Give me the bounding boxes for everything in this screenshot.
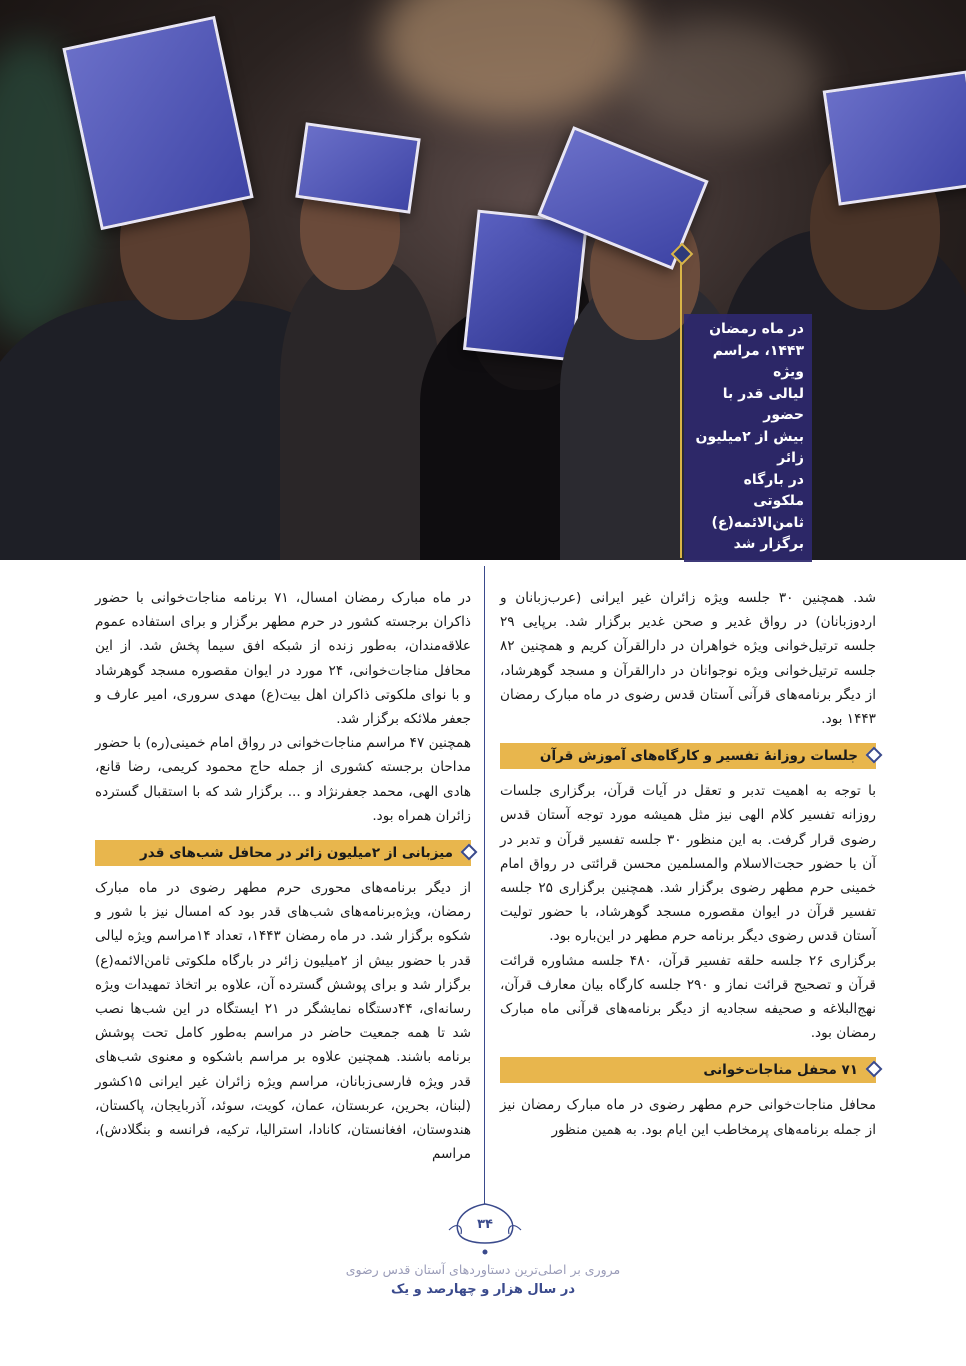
- diamond-icon: [866, 747, 883, 764]
- paragraph: با توجه به اهمیت تدبر و تعقل در آیات قرآن، برگزاری جلسات روزانه تفسیر کلام الهی نیز مثل همیشه مورد توجه آستان قدس رضوی قرار گرفت. به این منظور ۳۰ جلسه تفسیر قرآن و تدبر در آن با حضور حجت‌الاسلام والمسلمین محسن قرائتی در رواق امام خمینی حرم مطهر رضوی برگزار شد. همچنین برگزاری ۲۵ جلسه تفسیر قرآن در ایوان مقصوره مسجد گوهرشاد، با حضور تولیت آستان قدس رضوی دیگر برنامه حرم مطهر در این‌باره بود.: [500, 783, 877, 945]
- footer-subtitle: در سال هزار و چهارصد و یک: [390, 1282, 576, 1297]
- section-heading-text: میزبانی از ۲میلیون زائر در محافل شب‌های قدر: [140, 845, 453, 862]
- paragraph: شد. همچنین ۳۰ جلسه ویژه زائران غیر ایرانی (عرب‌زبانان و اردوزبانان) در رواق غدیر و صحن غدیر برگزار شد. برپایی ۲۹ جلسه ترتیل‌خوانی ویژه خواهران در دارالقرآن کریم و همچنین ۸۲ جلسه ترتیل‌خوانی ویژه نوجوانان در دارالقرآن و مسجد گوهرشاد، از دیگر برنامه‌های قرآنی آستان قدس رضوی در ماه مبارک رمضان ۱۴۴۳ بود.: [500, 590, 876, 728]
- page-number: ۳۴: [477, 1217, 493, 1232]
- left-column: [95, 586, 471, 1166]
- caption-line: بیش از ۲میلیون زائر: [695, 428, 804, 466]
- photo-caption: [684, 314, 812, 562]
- caption-line: ۱۴۴۳، مراسم ویژه: [712, 342, 804, 380]
- section-heading-text: جلسات روزانهٔ تفسیر و کارگاه‌های آموزش قرآن: [539, 748, 858, 765]
- section-heading: [95, 840, 471, 866]
- paragraph: در ماه مبارک رمضان امسال، ۷۱ برنامه مناجات‌خوانی با حضور ذاکران برجسته کشور در حرم مطهر برگزار و برای استفاده عموم علاقه‌مندان، به‌طور زنده از شبکه افق سیما پخش شد. از این محافل مناجات‌خوانی، ۲۴ مورد در ایوان مقصوره مسجد گوهرشاد و با نوای ملکوتی ذاکران اهل بیت(ع) مهدی سروری، امیر عارف و جعفر ملائکه برگزار شد.: [95, 590, 471, 728]
- caption-line: در ماه رمضان: [709, 321, 804, 337]
- footer-title: مروری بر اصلی‌ترین دستاوردهای آستان قدس رضوی: [345, 1262, 621, 1277]
- caption-line: برگزار شد: [733, 536, 804, 552]
- column-divider: [484, 566, 485, 1204]
- diamond-icon: [461, 844, 478, 861]
- caption-line: در بارگاه ملکوتی: [743, 471, 804, 509]
- diamond-icon: [866, 1061, 883, 1078]
- section-heading-text: ۷۱ محفل مناجات‌خوانی: [703, 1062, 858, 1079]
- paragraph: برگزاری ۲۶ جلسه حلقه تفسیر قرآن، ۴۸۰ جلسه مشاوره قرائت قرآن و تصحیح قرائت نماز و ۲۹۰ جلسه کارگاه بیان معارف قرآن، نهج‌البلاغه و صحیفه سجادیه از دیگر برنامه‌های قرآنی ماه مبارک رمضان بود.: [500, 952, 877, 1042]
- right-column: [500, 586, 876, 1142]
- paragraph: محافل مناجات‌خوانی حرم مطهر رضوی در ماه مبارک رمضان نیز از جمله برنامه‌های پرمخاطب این ایام بود. به همین منظور: [500, 1097, 876, 1138]
- paragraph: از دیگر برنامه‌های محوری حرم مطهر رضوی در ماه مبارک رمضان، ویژه‌برنامه‌های شب‌های قدر بود که امسال نیز با شور و شکوه برگزار شد. در ماه رمضان ۱۴۴۳، تعداد ۱۴مراسم ویژه لیالی قدر با حضور بیش از ۲میلیون زائر در بارگاه ملکوتی ثامن‌الائمه(ع) برگزار شد و برای پوشش گسترده آن، علاوه بر اتخاذ تمهیدات ویژه رسانه‌ای، ۴۴دستگاه نمایشگر در ۲۱ ایستگاه در این شب‌ها نصب شد تا همه جمعیت حاضر در مراسم به‌طور کامل تحت پوشش برنامه باشند. همچنین علاوه بر مراسم باشکوه و معنوی شب‌های قدر ویژه فارسی‌زبانان، مراسم ویژه زائران غیر ایرانی ۱۵کشور (لبنان، بحرین، عربستان، عمان، کویت، سوئد، آذربایجان، پاکستان، هندوستان، افغانستان، کانادا، استرالیا، ترکیه، فرانسه و بنگلادش)، مراسم: [95, 880, 472, 1163]
- paragraph: همچنین ۴۷ مراسم مناجات‌خوانی در رواق امام خمینی(ره) با حضور مداحان برجسته کشوری از جمله حاج محمود کریمی، رضا قانع، هادی الهی، محمد جعفرنژاد و ... برگزار شد که با استقبال گسترده زائران همراه بود.: [95, 735, 471, 824]
- caption-rule: [680, 258, 682, 558]
- hero-photo: [0, 0, 966, 560]
- section-heading: [500, 1057, 876, 1083]
- caption-line: ثامن‌الائمه(ع): [711, 514, 804, 531]
- section-heading: [500, 743, 876, 769]
- caption-line: لیالی قدر با حضور: [722, 385, 804, 423]
